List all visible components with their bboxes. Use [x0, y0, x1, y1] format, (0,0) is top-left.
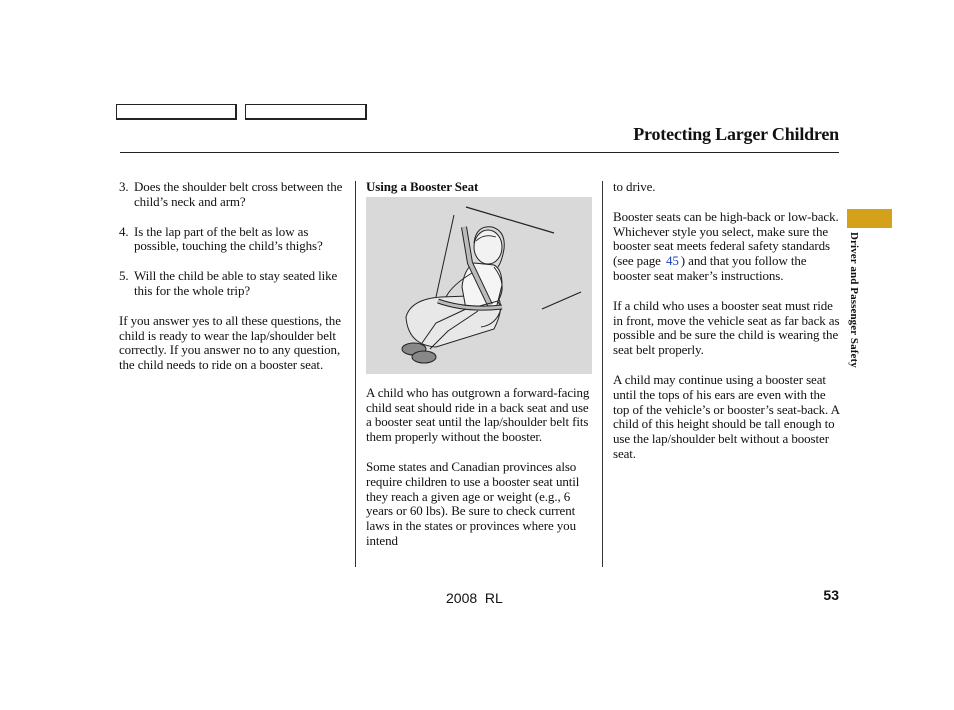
body-paragraph: A child who has outgrown a forward-facing child seat should ride in a back seat and use a booster seat until the lap/shoulder belt fits them properly without the booster. [366, 384, 590, 445]
title-divider [120, 152, 839, 153]
column-left [119, 180, 347, 388]
nav-button-next[interactable] [245, 104, 367, 120]
page-title: Protecting Larger Children [633, 124, 839, 144]
nav-button-previous[interactable] [116, 104, 237, 120]
body-paragraph [613, 210, 841, 284]
item-text: Will the child be able to stay seated like this for the whole trip? [134, 268, 338, 298]
column-divider [602, 181, 603, 567]
list-item [119, 269, 347, 299]
section-heading: Using a Booster Seat [366, 179, 479, 194]
child-in-booster-seat-illustration [366, 197, 592, 374]
item-number: 3. [119, 179, 129, 194]
body-paragraph: to drive. [613, 179, 656, 194]
section-tab-label: Driver and Passenger Safety [848, 232, 860, 368]
page-number: 53 [823, 587, 839, 603]
item-text: Is the lap part of the belt as low as possible, touching the child’s thighs? [134, 223, 323, 254]
footer-model: 2008 RL [446, 590, 503, 606]
column-right [613, 180, 841, 477]
section-tab-marker [847, 209, 892, 228]
list-item [119, 180, 347, 210]
body-paragraph: Some states and Canadian provinces also require children to use a booster seat until they reach a given age or weight (e.g., 6 years or 60 lbs). Be sure to check current laws in the states or provinces where you intend [366, 458, 580, 548]
body-paragraph: A child may continue using a booster seat until the tops of his ears are even with the top of the vehicle’s or booster’s seat-back. A child of this height should be tall enough to use the lap/shoulder belt without a booster seat. [613, 371, 840, 461]
item-number: 4. [119, 223, 129, 239]
page-reference-link[interactable]: 45 [665, 253, 679, 269]
list-item [119, 225, 347, 255]
booster-seat-figure [366, 197, 592, 374]
body-paragraph: If you answer yes to all these questions, the child is ready to wear the lap/shoulder belt correctly. If you answer no to any question, the child needs to ride on a booster seat. [119, 312, 341, 373]
item-number: 5. [119, 268, 129, 284]
column-divider [355, 181, 356, 567]
paragraph-text: ) and that you follow the booster seat maker’s instructions. [613, 253, 807, 283]
body-paragraph: If a child who uses a booster seat must ride in front, move the vehicle seat as far back as possible and be sure the child is wearing the seat belt properly. [613, 297, 840, 358]
column-middle [366, 180, 596, 564]
item-text: Does the shoulder belt cross between the child’s neck and arm? [134, 179, 343, 209]
paragraph-text: Booster seats can be high-back or low-back. Whichever style you select, make sure the booster seat meets federal safety standards (see page [613, 208, 839, 269]
